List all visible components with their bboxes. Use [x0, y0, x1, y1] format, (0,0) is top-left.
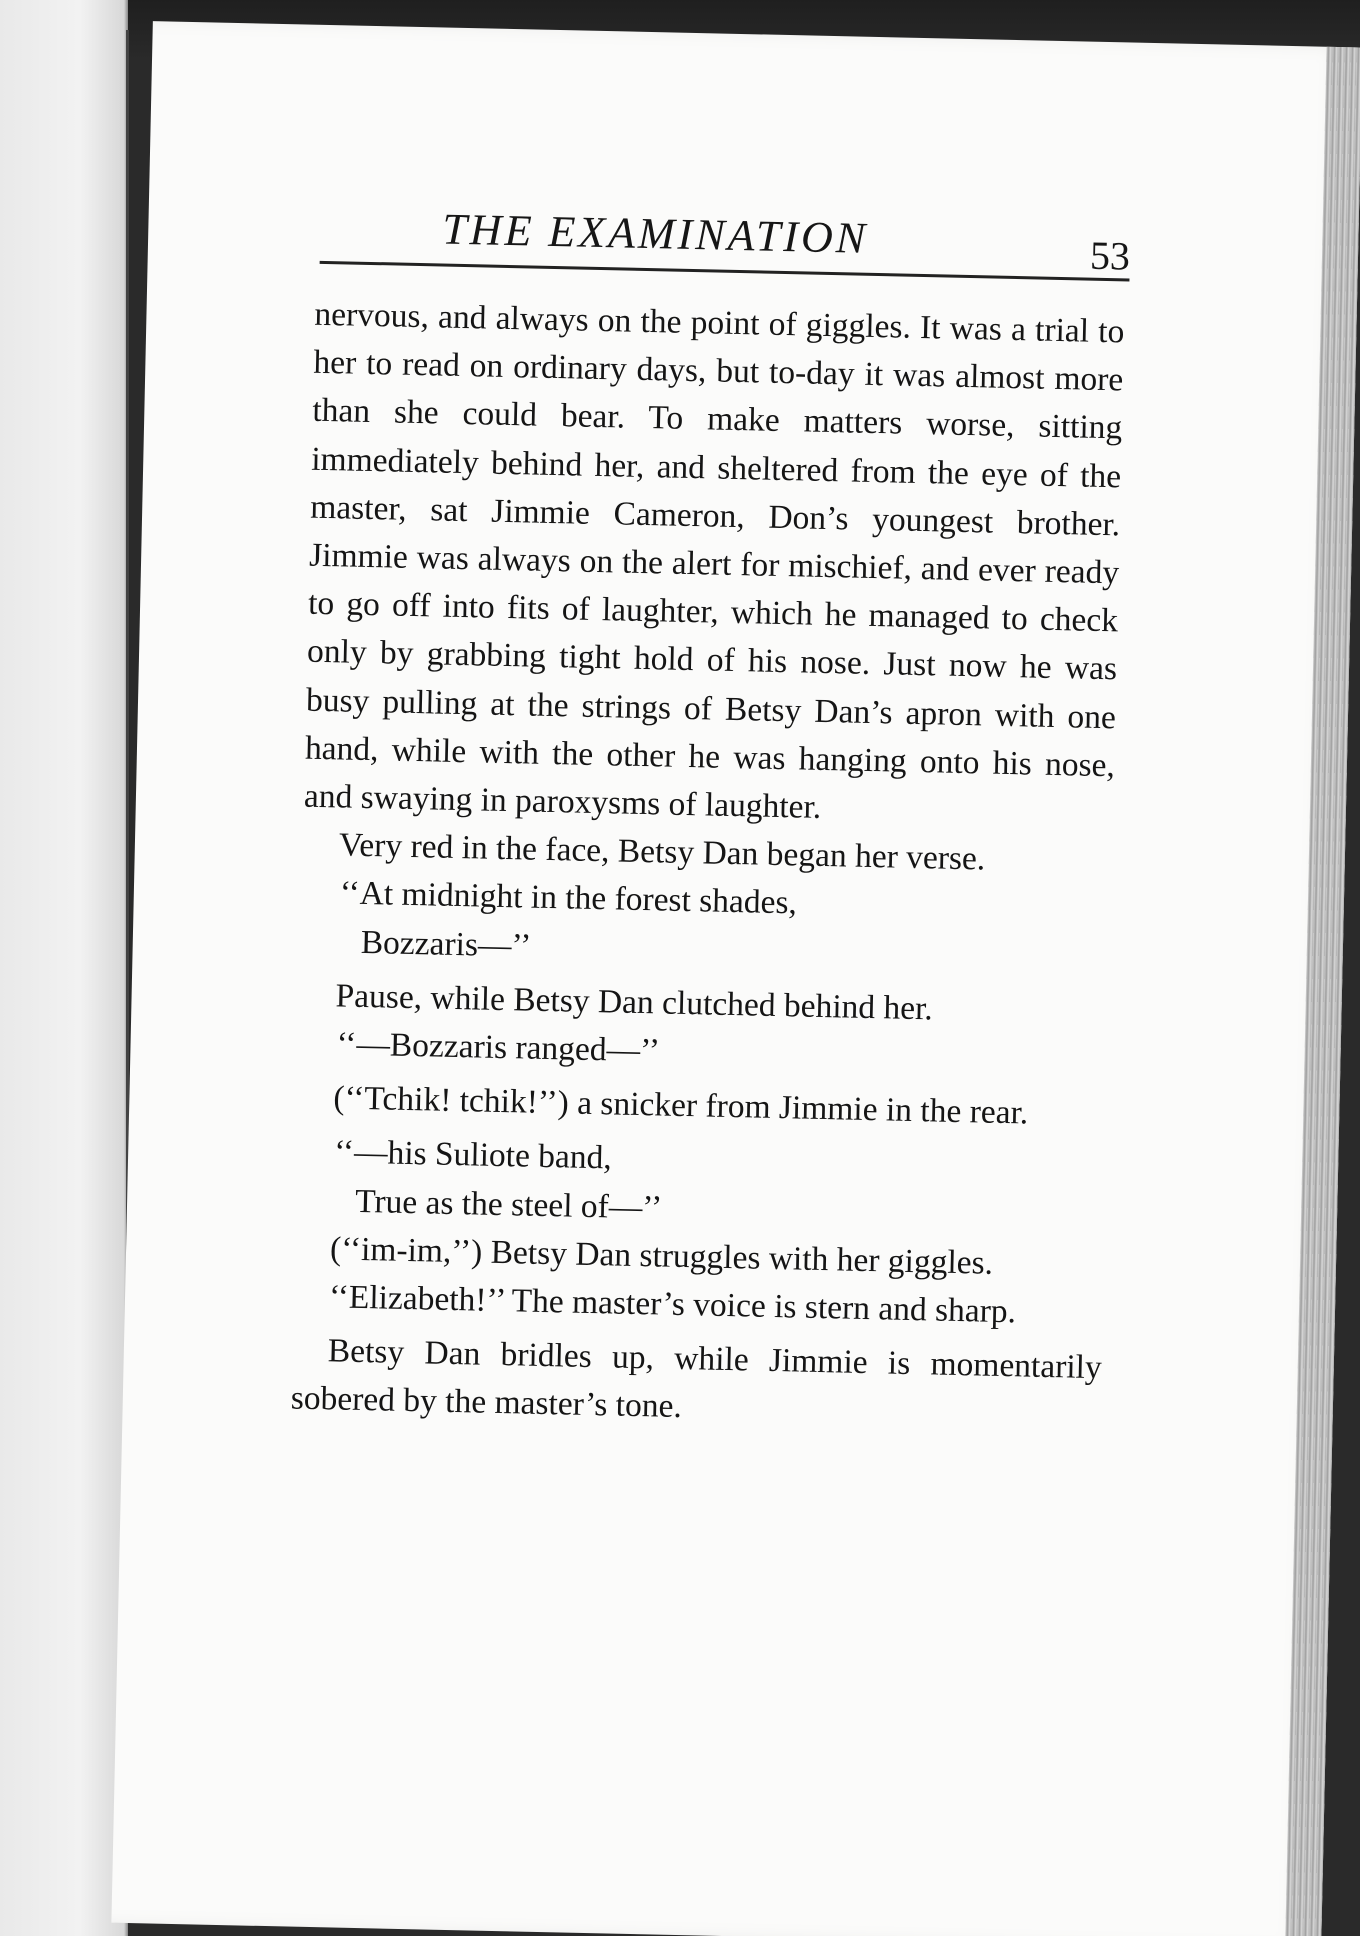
verse-line: ‘‘—Bozzaris ranged—’’ — [336, 1025, 661, 1070]
verse-line: ‘‘—his Suliote band, — [333, 1133, 613, 1177]
page-header — [319, 201, 1131, 299]
running-title: THE EXAMINATION — [441, 204, 869, 263]
paragraph: (‘‘im-im,’’) Betsy Dan struggles with her giggles. — [329, 1230, 994, 1282]
book-page — [111, 21, 1360, 1936]
paragraph: Pause, while Betsy Dan clutched behind her. — [335, 977, 934, 1028]
paragraph: ‘‘Elizabeth!’’ The master’s voice is stern and sharp. — [328, 1278, 1017, 1331]
page-number: 53 — [1089, 232, 1131, 279]
header-rule — [320, 261, 1130, 282]
paragraph: Very red in the face, Betsy Dan began her verse. — [338, 826, 986, 878]
paragraph: nervous, and always on the point of giggles. It was a trial to her to read on ordinary days, but to-day it was almost more than she could bear. To make matters worse, sitting immediately behind her, and sheltered from the eye of the master, sat Jimmie Cameron, Don’s youngest brother. Jimmie was always on the alert for mischief, and ever ready to go off into fits of laughter, which he managed to check only by grabbing tight hold of his nose. Just now he was busy pulling at the strings of Betsy Dan’s apron with one hand, while with the other he was hanging onto his nose, and swaying in paroxysms of laughter. — [303, 295, 1125, 826]
facing-page-edge — [0, 0, 128, 1936]
paragraph: Betsy Dan bridles up, while Jimmie is momentarily sobered by the master’s tone. — [290, 1332, 1103, 1426]
verse-line: True as the steel of—’’ — [354, 1182, 663, 1227]
body-text — [290, 291, 1125, 1441]
paragraph: (‘‘Tchik! tchik!’’) a snicker from Jimmie in the rear. — [333, 1079, 1029, 1132]
verse-line: ‘‘At midnight in the forest shades, — [339, 874, 798, 922]
verse-line: Bozzaris—’’ — [360, 923, 532, 965]
page-stack-edge — [1285, 47, 1360, 1936]
